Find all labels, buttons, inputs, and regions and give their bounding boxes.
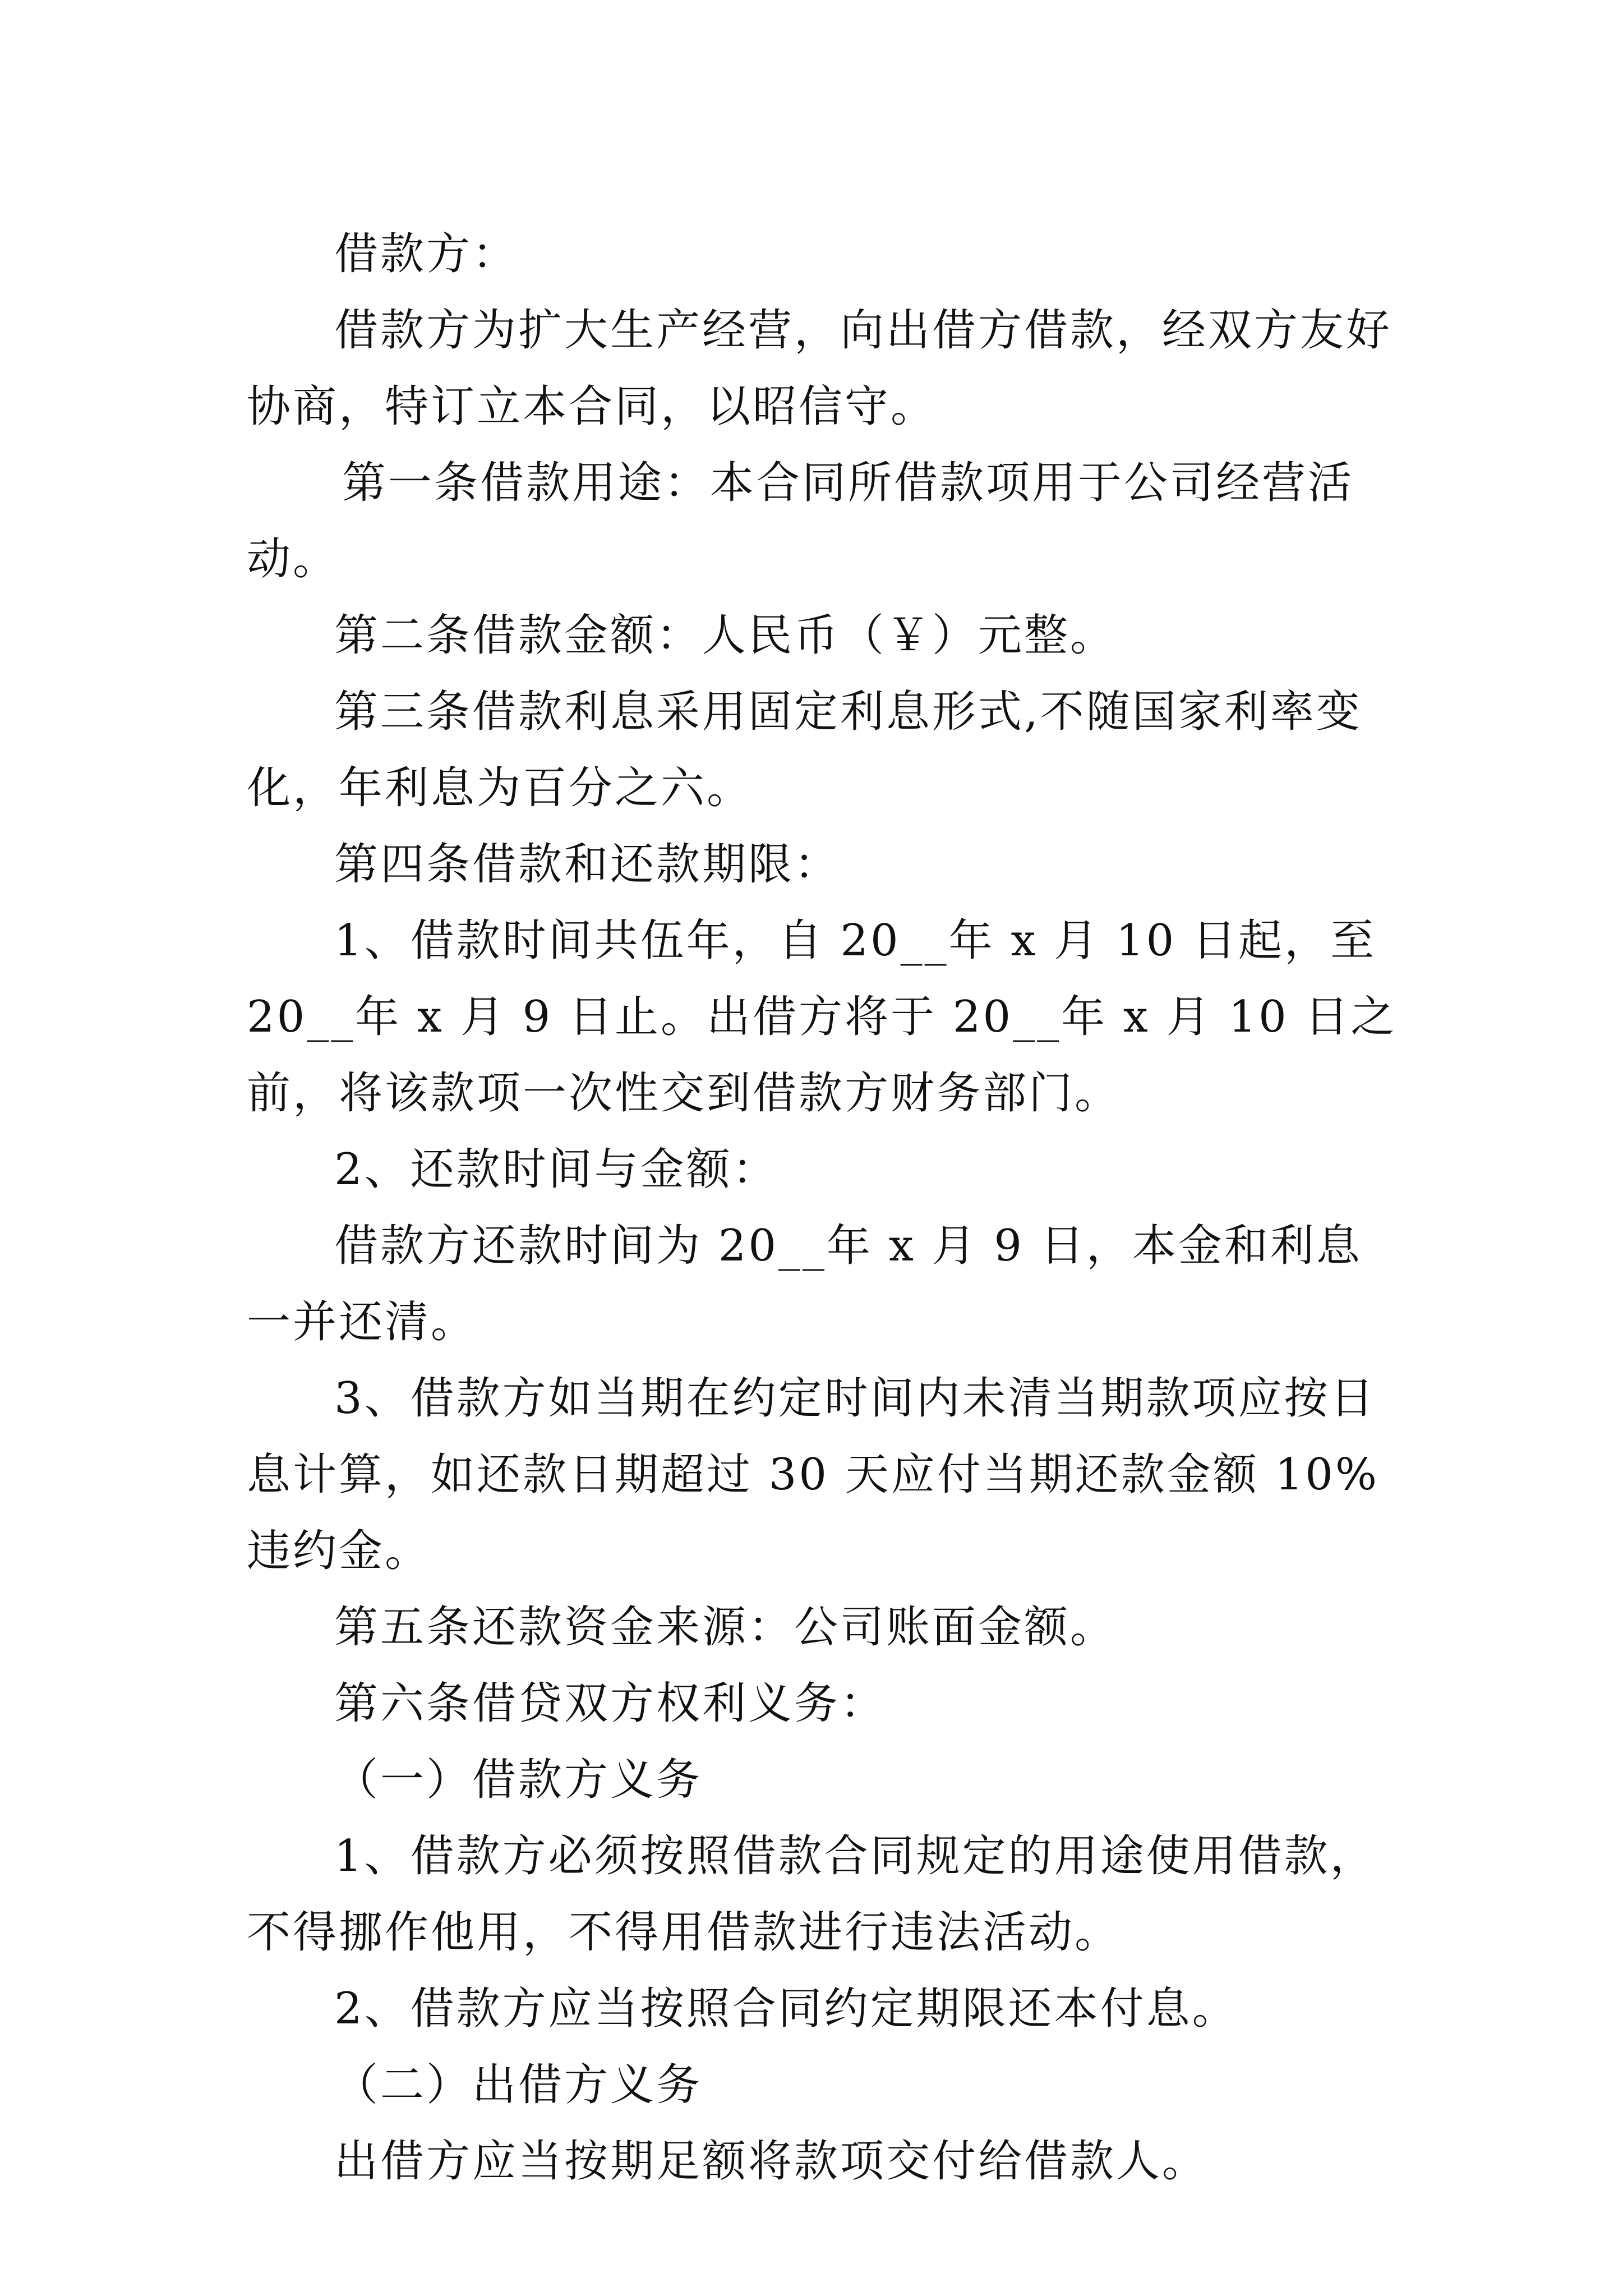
paragraph-article-2: 第二条借款金额：人民币（￥）元整。	[334, 610, 1117, 661]
paragraph-repayment-heading: 2、还款时间与金额：	[334, 1144, 778, 1195]
paragraph-borrower-duty-2: 2、借款方应当按照合同约定期限还本付息。	[334, 1984, 1238, 2034]
paragraph-article-3: 第三条借款利息采用固定利息形式,不随国家利率变化，年利息为百分之六。	[247, 687, 1362, 813]
paragraph-lender-duty: 出借方应当按期足额将款项交付给借款人。	[334, 2136, 1209, 2187]
paragraph-lender-duties-heading: （二）出借方义务	[334, 2060, 703, 2110]
contract-body	[247, 216, 1402, 2200]
paragraph-article-4: 第四条借款和还款期限：	[334, 839, 841, 890]
paragraph-borrower-duties-heading: （一）借款方义务	[334, 1755, 703, 1805]
paragraph-article-5: 第五条还款资金来源：公司账面金额。	[334, 1602, 1117, 1653]
paragraph-repayment-time: 借款方还款时间为 20__年 x 月 9 日，本金和利息一并还清。	[247, 1221, 1362, 1347]
paragraph-loan-term: 1、借款时间共伍年，自 20__年 x 月 10 日起，至 20__年 x 月 9 日止。出借方将于 20__年 x 月 10 日之前，将该款项一次性交到借款方财务部门。	[247, 915, 1397, 1119]
paragraph-borrower-duty-1: 1、借款方必须按照借款合同规定的用途使用借款，不得挪作他用，不得用借款进行违法活动。	[247, 1831, 1376, 1958]
paragraph-penalty: 3、借款方如当期在约定时间内未清当期款项应按日息计算，如还款日期超过 30 天应付当期还款金额 10%违约金。	[247, 1373, 1380, 1576]
paragraph-borrower: 借款方：	[334, 229, 519, 279]
paragraph-preamble: 借款方为扩大生产经营，向出借方借款，经双方友好协商，特订立本合同，以昭信守。	[247, 305, 1393, 432]
paragraph-article-1: 第一条借款用途：本合同所借款项用于公司经营活动。	[247, 458, 1354, 585]
paragraph-article-6: 第六条借贷双方权利义务：	[334, 1678, 887, 1729]
